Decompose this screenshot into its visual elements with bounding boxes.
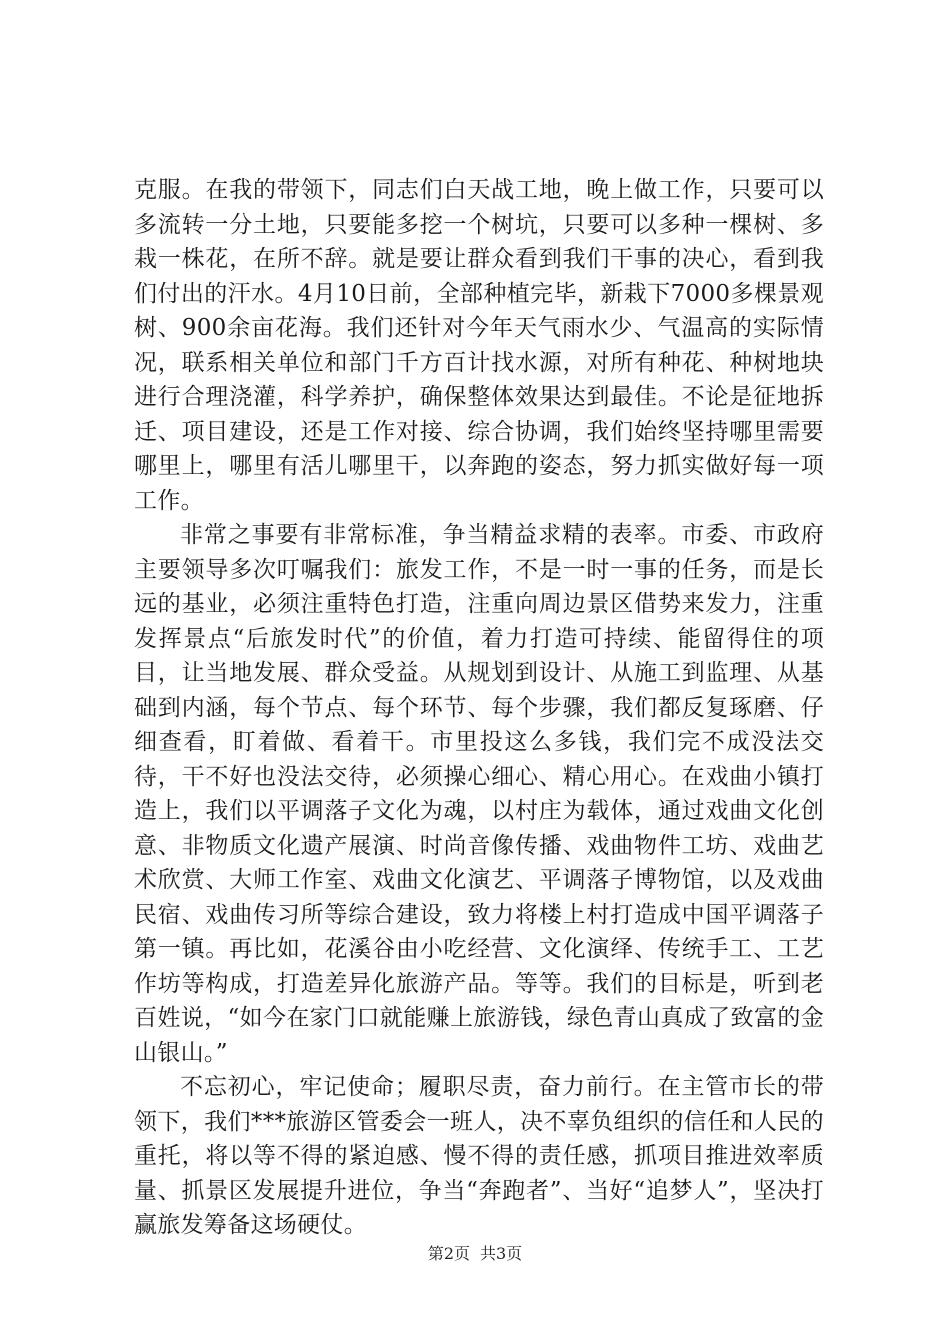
page-total: 共3页 — [480, 1244, 523, 1263]
page-footer — [0, 1244, 950, 1264]
paragraph-standards: 非常之事要有非常标准，争当精益求精的表率。市委、市政府主要领导多次叮嘱我们：旅发工作，不是一时一事的任务，而是长远的基业，必须注重特色打造，注重向周边景区借势来发力，注重发挥景点“后旅发时代”的价值，着力打造可持续、能留得住的项目，让当地发展、群众受益。从规划到设计、从施工到监理、从基础到内涵，每个节点、每个环节、每个步骤，我们都反复琢磨、仔细查看，盯着做、看着干。市里投这么多钱，我们完不成没法交待，干不好也没法交待，必须操心细心、精心用心。在戏曲小镇打造上，我们以平调落子文化为魂，以村庄为载体，通过戏曲文化创意、非物质文化遗产展演、时尚音像传播、戏曲物件工坊、戏曲艺术欣赏、大师工作室、戏曲文化演艺、平调落子博物馆，以及戏曲民宿、戏曲传习所等综合建设，致力将楼上村打造成中国平调落子第一镇。再比如，花溪谷由小吃经营、文化演绎、传统手工、工艺作坊等构成，打造差异化旅游产品。等等。我们的目标是，听到老百姓说，“如今在家门口就能赚上旅游钱，绿色青山真成了致富的金山银山。” — [134, 522, 824, 1066]
document-body — [134, 173, 824, 1243]
paragraph-mission: 不忘初心，牢记使命；履职尽责，奋力前行。在主管市长的带领下，我们***旅游区管委会一班人，决不辜负组织的信任和人民的重托，将以等不得的紧迫感、慢不得的责任感，抓项目推进效率质量、抓景区发展提升进位，争当“奔跑者”、当好“追梦人”，坚决打赢旅发筹备这场硬仗。 — [134, 1074, 824, 1238]
paragraph-continued: 克服。在我的带领下，同志们白天战工地，晚上做工作，只要可以多流转一分土地，只要能多挖一个树坑，只要可以多种一棵树、多栽一株花，在所不辞。就是要让群众看到我们干事的决心，看到我们付出的汗水。4月10日前，全部种植完毕，新栽下7000多棵景观树、900余亩花海。我们还针对今年天气雨水少、气温高的实际情况，联系相关单位和部门千方百计找水源，对所有种花、种树地块进行合理浇灌，科学养护，确保整体效果达到最佳。不论是征地拆迁、项目建设，还是工作对接、综合协调，我们始终坚持哪里需要哪里上，哪里有活儿哪里干，以奔跑的姿态，努力抓实做好每一项工作。 — [134, 177, 824, 514]
page-number: 第2页 — [427, 1244, 470, 1263]
